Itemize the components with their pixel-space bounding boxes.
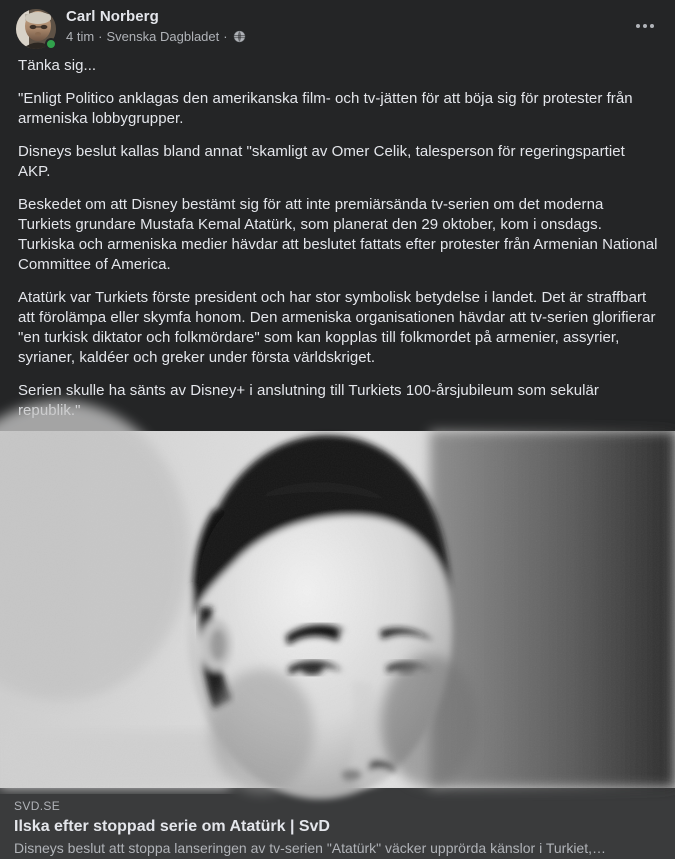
globe-icon[interactable] xyxy=(233,30,246,43)
dot-1 xyxy=(636,24,640,28)
link-title[interactable]: Ilska efter stoppad serie om Atatürk | SvD xyxy=(14,818,330,835)
post-text xyxy=(0,50,675,421)
link-preview-card[interactable] xyxy=(0,788,675,859)
post-paragraph: Disneys beslut kallas bland annat "skamligt av Omer Celik, talesperson för regeringspartiet AKP. xyxy=(18,143,625,180)
post-source[interactable]: Svenska Dagbladet xyxy=(106,29,220,44)
dot-3 xyxy=(650,24,654,28)
link-domain: SVD.SE xyxy=(14,799,61,813)
post-options-button[interactable] xyxy=(629,10,661,42)
post-paragraph: Serien skulle ha sänts av Disney+ i anslutning till Turkiets 100-årsjubileum som sekulär xyxy=(18,382,599,399)
post-header-text xyxy=(66,6,246,45)
post-paragraph: Tänka sig... xyxy=(18,57,97,74)
post-paragraph: Atatürk var Turkiets förste president och har stor symbolisk betydelse i landet. Det är straffbart att förolämpa eller skymfa honom. Den armeniska organisationen hävdar att tv-serien glorifierar "en turkisk diktator och folkmördare" som kan kopplas till folkmordet på armenier, assyrier, syrianer, kaldéer och greker under första världskriget. xyxy=(18,289,656,366)
post-meta xyxy=(66,28,246,45)
link-description: Disneys beslut att stoppa lanseringen av tv-serien "Atatürk" väcker upprörda känslor i Turkiet,… xyxy=(14,840,606,856)
dot-2 xyxy=(643,24,647,28)
avatar[interactable] xyxy=(16,9,56,49)
post-header xyxy=(0,0,675,50)
online-status-dot xyxy=(45,38,57,50)
meta-separator-1: · xyxy=(98,29,103,44)
meta-separator-2: · xyxy=(223,29,228,44)
post-photo[interactable] xyxy=(0,431,675,788)
post-timestamp[interactable]: 4 tim xyxy=(66,29,95,44)
post-paragraph: "Enligt Politico anklagas den amerikanska film- och tv-jätten för att böja sig för protester från armeniska lobbygrupper. xyxy=(18,90,633,127)
author-name[interactable]: Carl Norberg xyxy=(66,8,159,25)
post-paragraph: Beskedet om att Disney bestämt sig för att inte premiärsända tv-serien om det moderna Turkiets grundare Mustafa Kemal Atatürk, som planerat den 29 oktober, kom i onsdags. Turkiska och armeniska medier hävdar att beslutet fattats efter protester från Armenian National Committee of America. xyxy=(18,196,658,273)
